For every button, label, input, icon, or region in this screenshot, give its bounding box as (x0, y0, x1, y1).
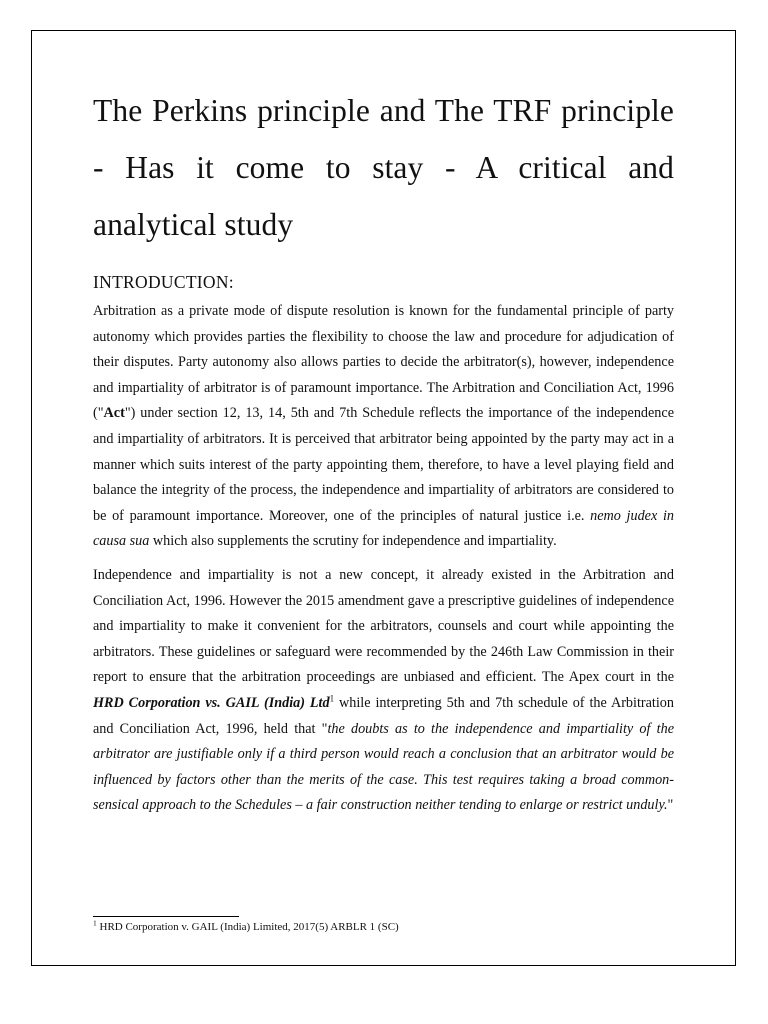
paragraph-1 (93, 299, 674, 555)
act-term: Act (103, 405, 125, 422)
paragraph-1-text-c: which also supplements the scrutiny for independence and impartiality. (149, 533, 557, 550)
section-heading-introduction: INTRODUCTION: (93, 272, 234, 292)
paragraph-2-text-b: while interpreting 5th and 7th schedule of the Arbitration and Conciliation Act, 1996, held that " (93, 694, 674, 737)
paragraph-2-text-c: " (667, 797, 674, 814)
footnote (93, 920, 674, 934)
page-content (93, 82, 674, 819)
paragraph-2-text-a: Independence and impartiality is not a new concept, it already existed in the Arbitration and Conciliation Act, 1996. However the 2015 amendment gave a prescriptive guidelines of independence and impartiality to make it convenient for the arbitrators, counsels and court while appointing the arbitrators. These guidelines or safeguard were recommended by the 246th Law Commission in their report to ensure that the arbitration proceedings are unbiased and efficient. The Apex court in the (93, 566, 674, 686)
document-title: The Perkins principle and The TRF principle - Has it come to stay - A critical and analytical study (93, 93, 674, 242)
case-name: HRD Corporation vs. GAIL (India) Ltd (93, 694, 330, 711)
footnote-mark: 1 (93, 918, 97, 928)
paragraph-1-text-a: Arbitration as a private mode of dispute resolution is known for the fundamental principle of party autonomy which provides parties the flexibility to choose the law and procedure for adjudication of their disputes. Party autonomy also allows parties to decide the arbitrator(s), however, independence and impartiality of arbitrator is of paramount importance. The Arbitration and Conciliation Act, 1996 (" (93, 303, 674, 422)
footnote-text: HRD Corporation v. GAIL (India) Limited, 2017(5) ARBLR 1 (SC) (96, 921, 399, 933)
paragraph-1-text-b: ") under section 12, 13, 14, 5th and 7th Schedule reflects the importance of the independence and impartiality of arbitrators. It is perceived that arbitrator being appointed by the party may act in a manner which suits interest of the party appointing them, therefore, to have a level playing field and balance the integrity of the process, the independence and impartiality of arbitrators are considered to be of paramount importance. Moreover, one of the principles of natural justice i.e. (93, 405, 674, 524)
footnote-divider (93, 916, 239, 917)
paragraph-2 (93, 563, 674, 819)
footnote-reference[interactable]: 1 (329, 693, 335, 704)
court-quote: the doubts as to the independence and impartiality of the arbitrator are justifiable only if a third person would reach a conclusion that an arbitrator would be influenced by factors other than the merits of the case. This test requires taking a broad common-sensical approach to the Schedules – a fair construction neither tending to enlarge or restrict unduly. (93, 720, 674, 814)
latin-phrase: nemo judex in causa sua (93, 507, 674, 550)
